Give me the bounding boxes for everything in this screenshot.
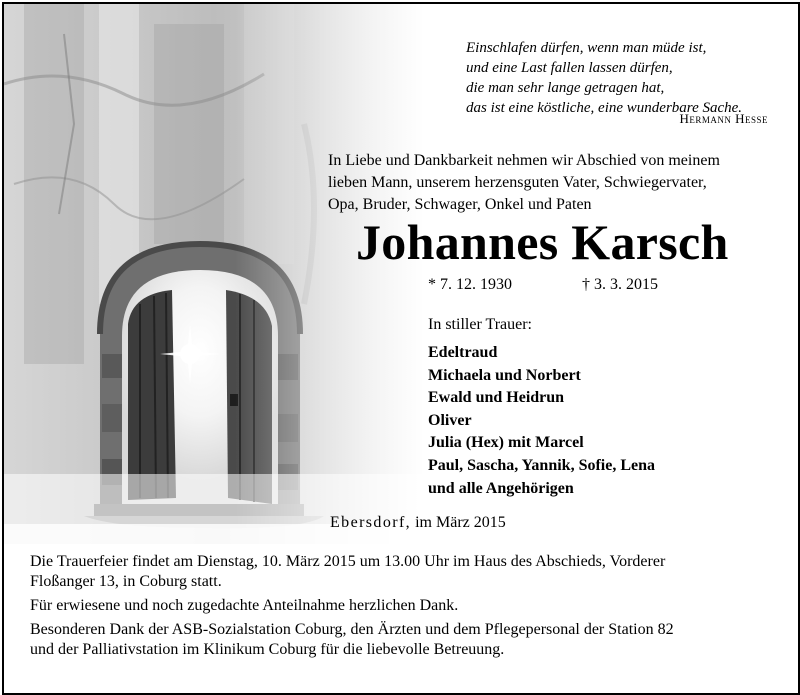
poem-line: Einschlafen dürfen, wenn man müde ist, bbox=[466, 40, 707, 56]
mourners-list bbox=[428, 342, 655, 500]
poem-author: Hermann Hesse bbox=[679, 111, 768, 126]
mourner-name: und alle Angehörigen bbox=[428, 479, 574, 497]
notice-date: im März 2015 bbox=[415, 514, 506, 531]
place-name: Ebersdorf, bbox=[330, 514, 412, 531]
funeral-line: Floßanger 13, in Coburg statt. bbox=[30, 573, 222, 590]
deceased-name: Johannes Karsch bbox=[356, 214, 729, 270]
mourner-name: Paul, Sascha, Yannik, Sofie, Lena bbox=[428, 456, 656, 474]
mourner-name: Ewald und Heidrun bbox=[428, 389, 565, 407]
poem-line: und eine Last fallen lassen dürfen, bbox=[466, 60, 673, 76]
notices bbox=[30, 552, 778, 664]
special-thanks-line: Besonderen Dank der ASB-Sozialstation Coburg, den Ärzten und dem Pflegepersonal der Station 82 bbox=[30, 621, 674, 638]
obituary-notice bbox=[2, 2, 800, 695]
funeral-line: Die Trauerfeier findet am Dienstag, 10. März 2015 um 13.00 Uhr im Haus des Abschieds, Vorderer bbox=[30, 553, 666, 570]
intro-line: In Liebe und Dankbarkeit nehmen wir Abschied von meinem bbox=[328, 152, 720, 169]
poem-line: die man sehr lange getragen hat, bbox=[466, 80, 665, 96]
death-date: † 3. 3. 2015 bbox=[582, 276, 658, 293]
farewell-intro bbox=[328, 150, 788, 216]
funeral-notice bbox=[30, 552, 778, 592]
mourner-name: Julia (Hex) mit Marcel bbox=[428, 434, 584, 452]
place-and-date bbox=[330, 514, 506, 532]
poem-quote bbox=[466, 38, 776, 118]
mourning-heading: In stiller Trauer: bbox=[428, 316, 532, 333]
intro-line: lieben Mann, unserem herzensguten Vater, Schwiegervater, bbox=[328, 174, 707, 191]
mourner-name: Michaela und Norbert bbox=[428, 366, 581, 384]
special-thanks-line: und der Palliativstation im Klinikum Coburg für die liebevolle Betreuung. bbox=[30, 641, 505, 658]
open-door-image bbox=[4, 4, 424, 544]
intro-line: Opa, Bruder, Schwager, Onkel und Paten bbox=[328, 196, 592, 213]
poem-line: das ist eine köstliche, eine wunderbare Sache. bbox=[466, 100, 743, 116]
birth-date: * 7. 12. 1930 bbox=[428, 276, 512, 293]
thanks-line: Für erwiesene und noch zugedachte Anteilnahme herzlichen Dank. bbox=[30, 597, 459, 614]
mourner-name: Oliver bbox=[428, 411, 472, 429]
mourner-name: Edeltraud bbox=[428, 344, 498, 361]
special-thanks-notice bbox=[30, 620, 778, 660]
thanks-notice bbox=[30, 596, 778, 616]
